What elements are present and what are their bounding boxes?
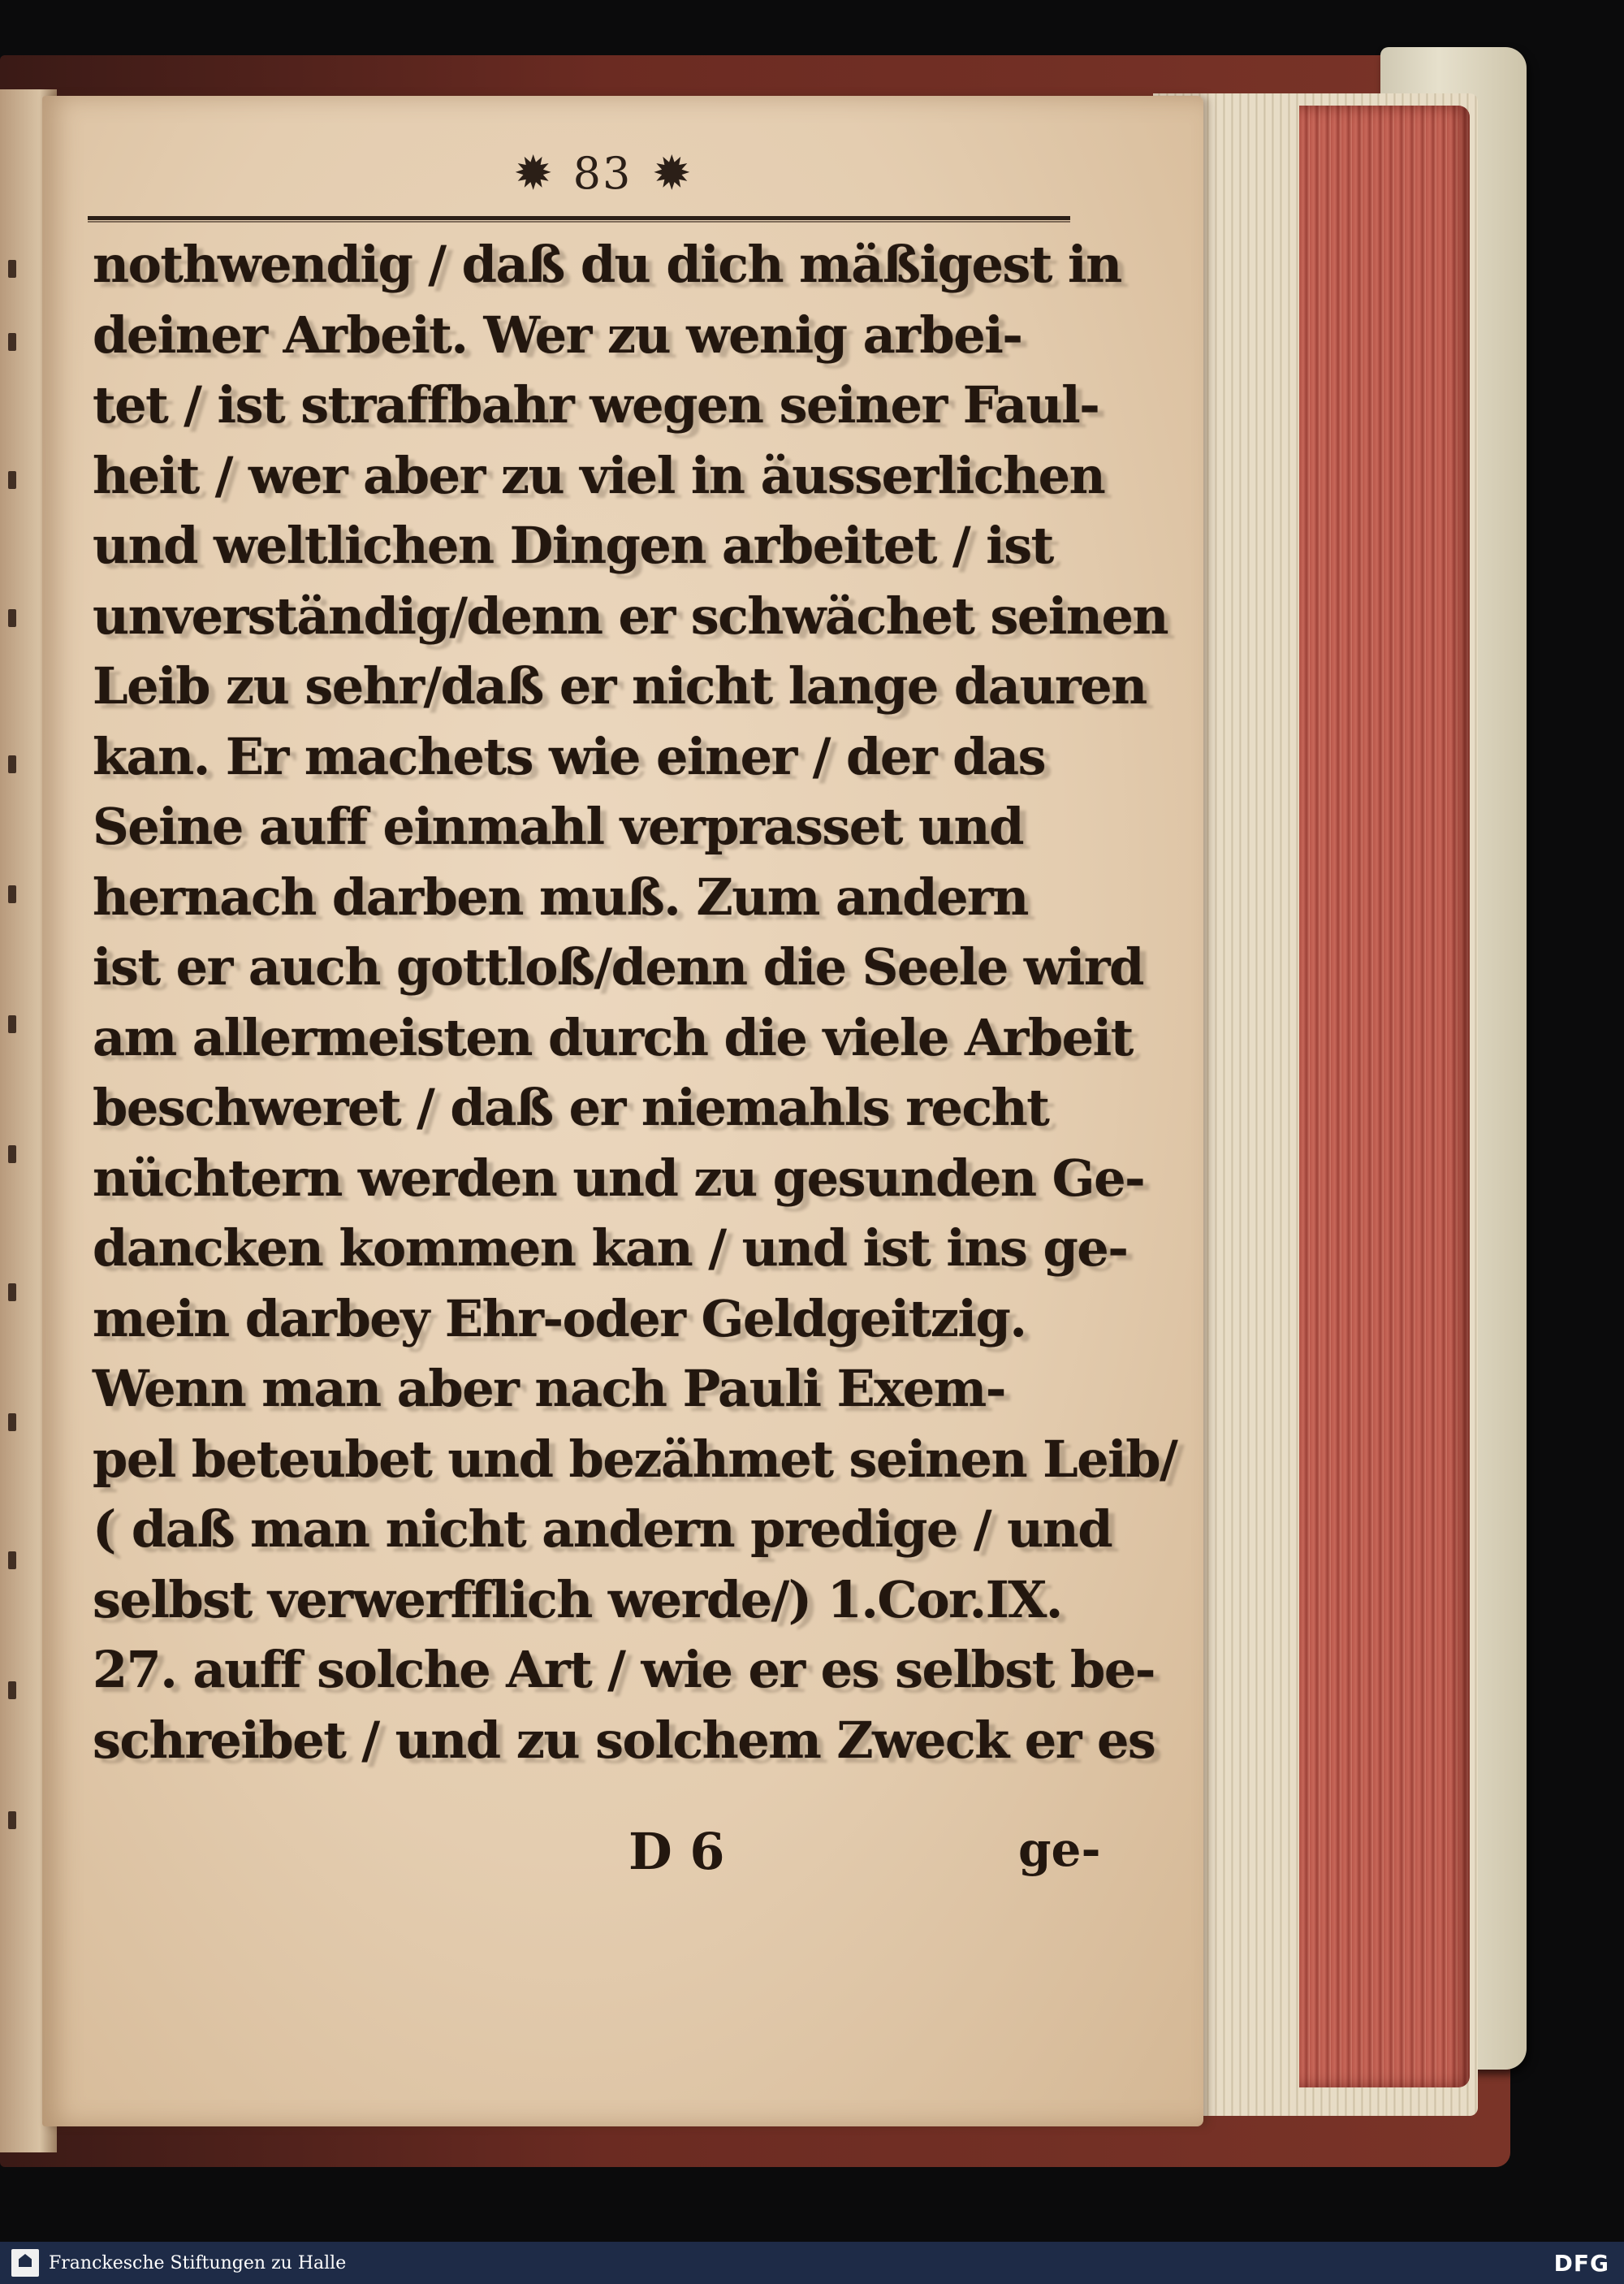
ornament-left-icon: ✹ bbox=[513, 145, 553, 201]
signature-mark: D 6 bbox=[628, 1822, 725, 1881]
page-number: 83 bbox=[572, 147, 633, 199]
text-line: am allermeisten durch die viele Arbeit bbox=[93, 1007, 1133, 1067]
text-line: pel beteubet und bezähmet seinen Leib/ bbox=[93, 1429, 1177, 1489]
header-rule-thin bbox=[88, 221, 1070, 223]
red-gilt-fore-edge bbox=[1299, 106, 1470, 2087]
text-line: ist er auch gottloß/denn die Seele wird bbox=[93, 937, 1143, 997]
text-line: dancken kommen kan / und ist ins ge- bbox=[93, 1218, 1128, 1278]
text-line: hernach darben muß. Zum andern bbox=[93, 867, 1028, 927]
dfg-mark: DFG bbox=[1553, 2250, 1609, 2277]
page-header bbox=[481, 136, 724, 210]
institution-logo-icon bbox=[11, 2249, 39, 2277]
text-line: 27. auff solche Art / wie er es selbst be- bbox=[93, 1640, 1155, 1699]
text-line: nothwendig / daß du dich mäßigest in bbox=[93, 235, 1121, 294]
text-line: kan. Er machets wie einer / der das bbox=[93, 726, 1045, 786]
text-line: beschweret / daß er niemahls recht bbox=[93, 1078, 1049, 1137]
text-line: Leib zu sehr/daß er nicht lange dauren bbox=[93, 656, 1147, 716]
text-line: selbst verwerfflich werde/) 1.Cor.IX. bbox=[93, 1569, 1062, 1629]
text-line: Wenn man aber nach Pauli Exem- bbox=[93, 1359, 1005, 1418]
text-line: nüchtern werden und zu gesunden Ge- bbox=[93, 1148, 1145, 1208]
catchword: ge- bbox=[1018, 1822, 1101, 1877]
text-line: unverständig/denn er schwächet seinen bbox=[93, 586, 1168, 646]
body-text bbox=[93, 230, 1177, 1776]
institution-name: Franckesche Stiftungen zu Halle bbox=[49, 2252, 347, 2273]
text-line: heit / wer aber zu viel in äusserlichen bbox=[93, 445, 1105, 505]
book-page bbox=[42, 96, 1203, 2126]
text-line: und weltlichen Dingen arbeitet / ist bbox=[93, 516, 1053, 575]
ornament-right-icon: ✹ bbox=[652, 145, 692, 201]
text-line: schreibet / und zu solchem Zweck er es bbox=[93, 1710, 1155, 1770]
text-line: ( daß man nicht andern predige / und bbox=[93, 1499, 1112, 1559]
text-line: deiner Arbeit. Wer zu wenig arbei- bbox=[93, 305, 1022, 365]
text-line: Seine auff einmahl verprasset und bbox=[93, 797, 1023, 856]
text-line: tet / ist straffbahr wegen seiner Faul- bbox=[93, 375, 1099, 435]
left-page-text-fragments bbox=[3, 89, 36, 2152]
page-footer bbox=[93, 1822, 1108, 1895]
text-line: mein darbey Ehr-oder Geldgeitzig. bbox=[93, 1288, 1026, 1348]
header-rule bbox=[88, 216, 1070, 220]
caption-bar bbox=[0, 2242, 1624, 2284]
